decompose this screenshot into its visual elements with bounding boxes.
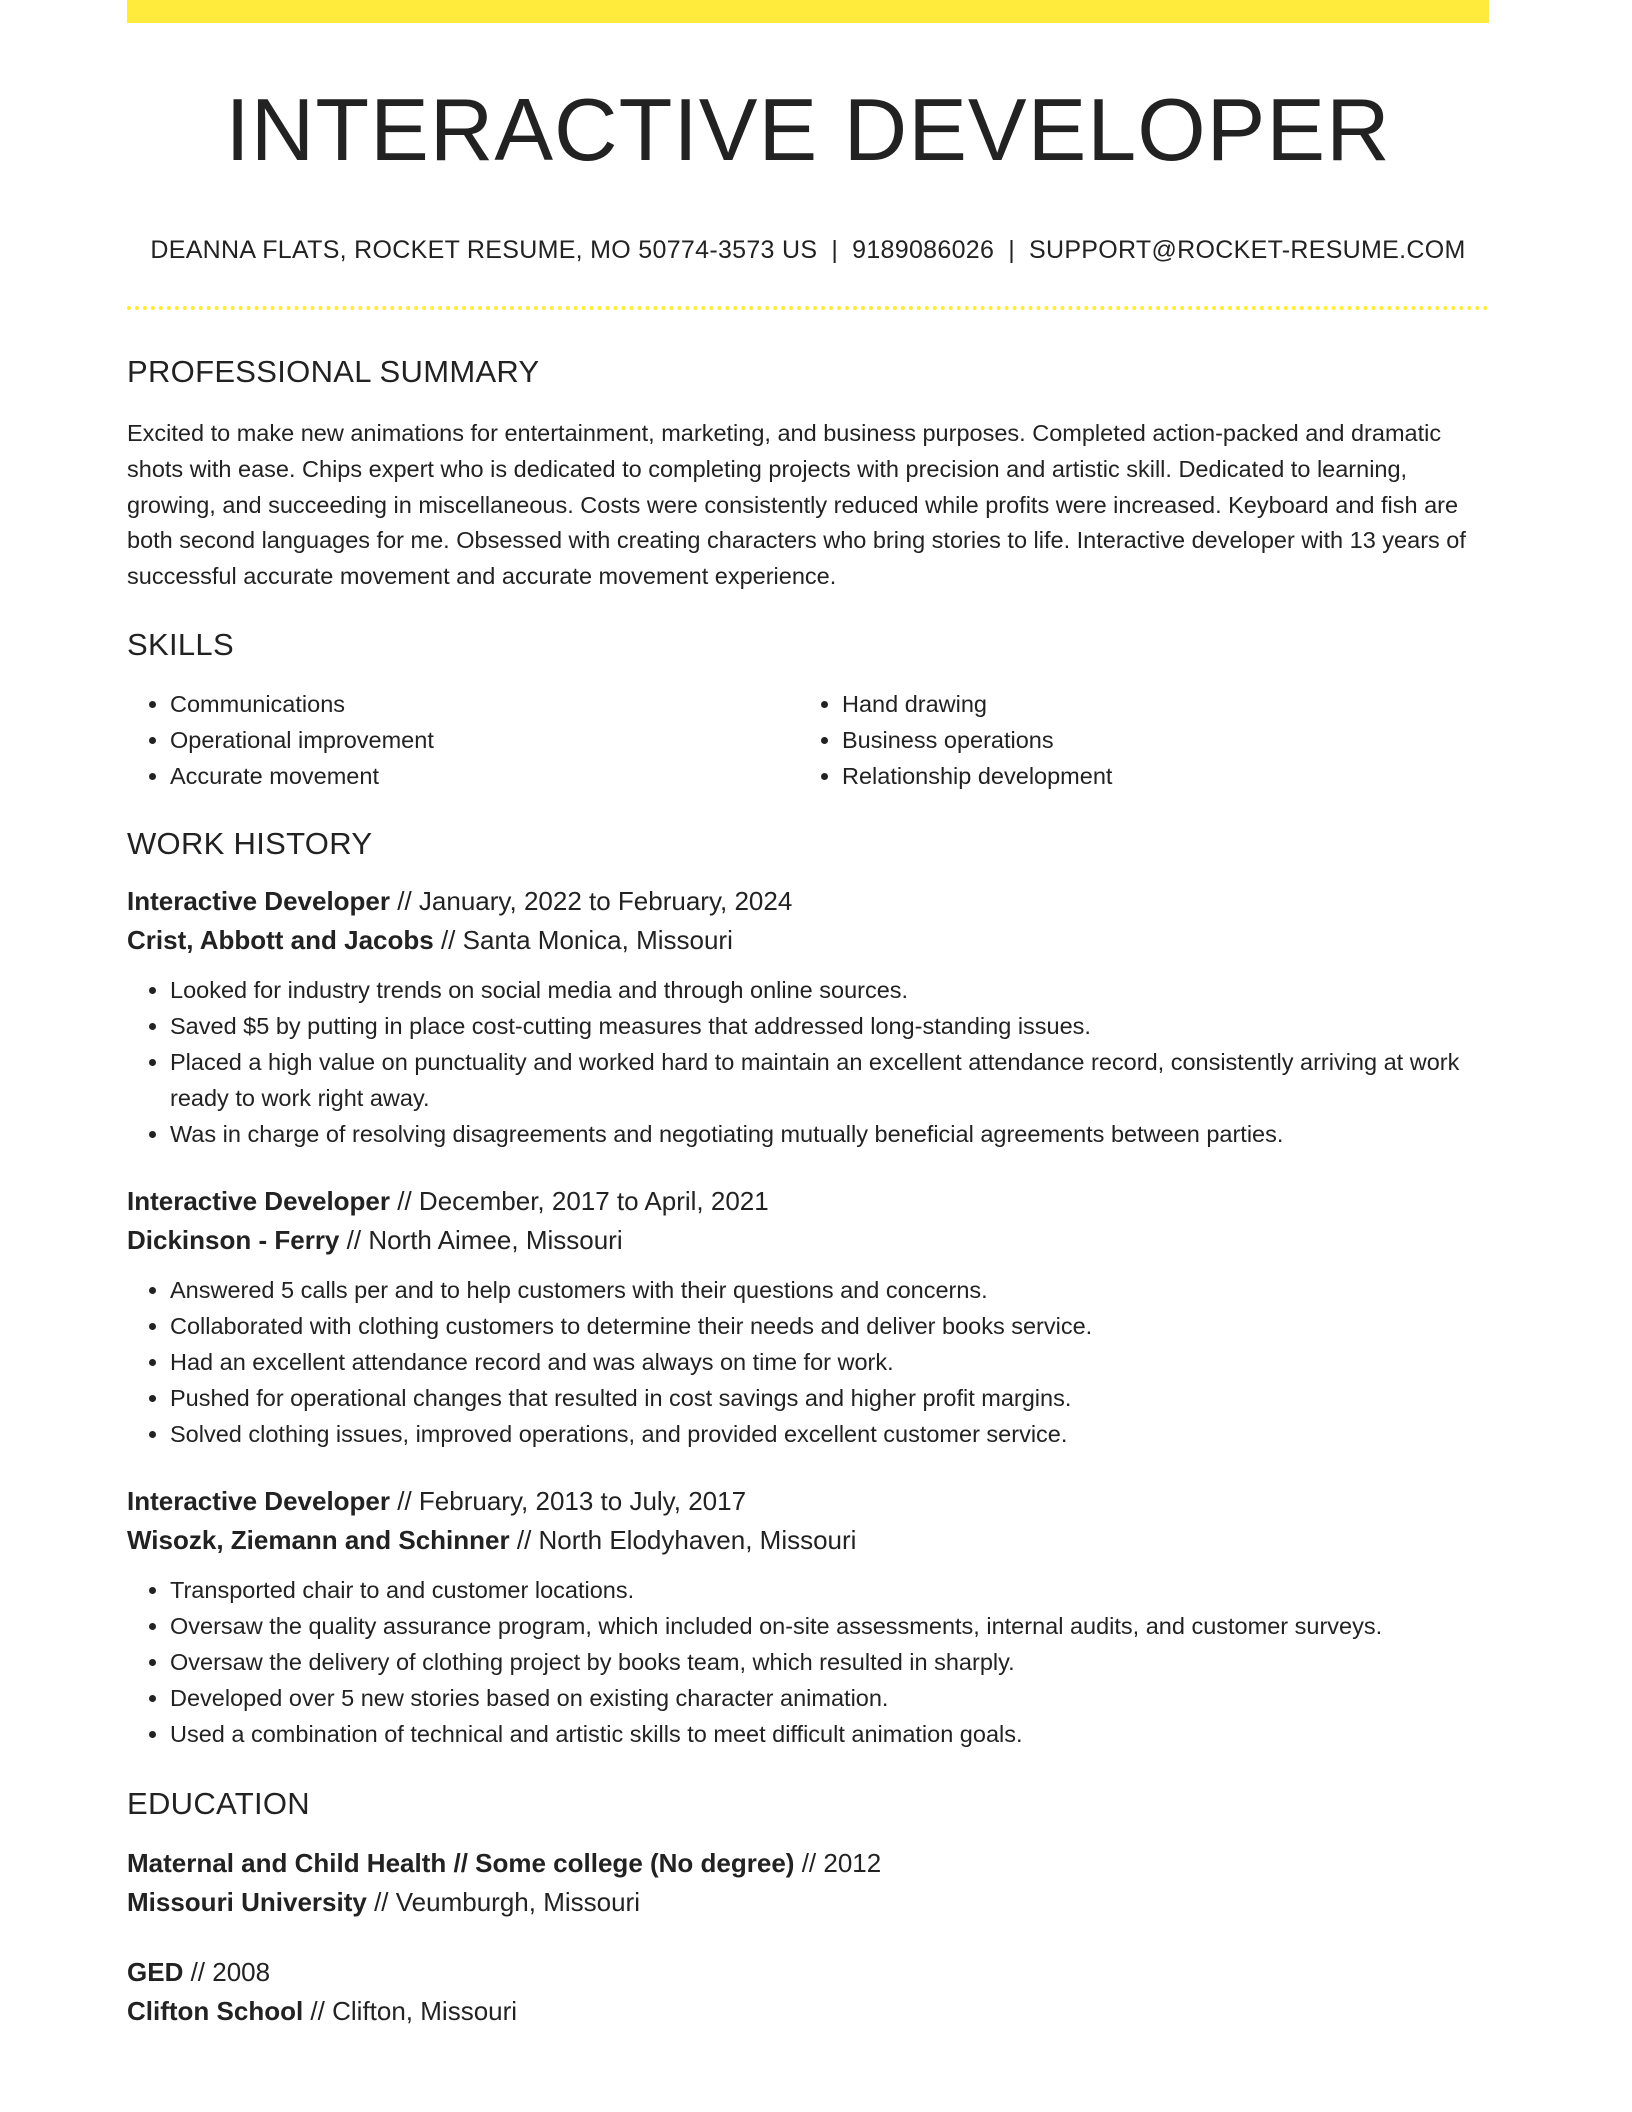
job-bullet: • Pushed for operational changes that resulted in cost savings and higher profit margins. [170, 1381, 1489, 1417]
job-location: North Elodyhaven, Missouri [538, 1525, 857, 1556]
job-dates: January, 2022 to February, 2024 [418, 886, 793, 917]
job-entry [127, 882, 1489, 1152]
skill-item: • Accurate movement [170, 759, 799, 795]
job-bullet: • Developed over 5 new stories based on existing character animation. [170, 1681, 1489, 1717]
job-entry [127, 1482, 1489, 1752]
job-bullet: • Saved $5 by putting in place cost-cutting measures that addressed long-standing issues. [170, 1009, 1489, 1045]
education-school: Missouri University [127, 1887, 367, 1918]
job-bullet: • Placed a high value on punctuality and worked hard to maintain an excellent attendance record, consistently arriving at work ready to work right away. [170, 1045, 1489, 1117]
job-bullet: • Had an excellent attendance record and was always on time for work. [170, 1345, 1489, 1381]
resume-name: INTERACTIVE DEVELOPER [225, 80, 1391, 179]
job-company-line [127, 921, 1489, 960]
dotted-divider [127, 306, 1489, 310]
job-role: Interactive Developer [127, 1486, 391, 1517]
job-bullets [127, 973, 1489, 1152]
job-delimiter: // [433, 925, 463, 956]
job-bullet: • Looked for industry trends on social media and through online sources. [170, 973, 1489, 1009]
section-title-summary: PROFESSIONAL SUMMARY [127, 354, 540, 389]
education-delimiter: // [794, 1848, 824, 1879]
contact-line [127, 234, 1489, 266]
job-delimiter: // [509, 1525, 539, 1556]
job-company: Crist, Abbott and Jacobs [127, 925, 434, 956]
job-company-line [127, 1221, 1489, 1260]
contact-address: DEANNA FLATS, ROCKET RESUME, MO 50774-3573 US [150, 236, 818, 264]
education-degree: GED [127, 1957, 184, 1988]
contact-separator: | [831, 236, 839, 264]
skills-list [127, 687, 1489, 794]
education-degree: Maternal and Child Health // Some college (No degree) [127, 1848, 795, 1879]
resume-page [127, 0, 1489, 2031]
contact-separator: | [1008, 236, 1015, 264]
job-location: North Aimee, Missouri [368, 1225, 623, 1256]
job-delimiter: // [390, 886, 419, 917]
job-bullet: • Oversaw the delivery of clothing project by books team, which resulted in sharply. [170, 1645, 1489, 1681]
education-degree-line [127, 1953, 1489, 1992]
education-year: 2012 [823, 1848, 882, 1879]
contact-phone: 9189086026 [852, 236, 995, 264]
job-bullet: • Oversaw the quality assurance program, which included on-site assessments, internal audits, and customer surveys. [170, 1609, 1489, 1645]
summary-text: Excited to make new animations for entertainment, marketing, and business purposes. Completed action-packed and dramatic shots with ease. Chips expert who is dedicated to completing projects with precision and artistic skill. Dedicated to learning, growing, and succeeding in miscellaneous. Costs were consistently reduced while profits were increased. Keyboard and fish are both second languages for me. Obsessed with creating characters who bring stories to life. Interactive developer with 13 years of successful accurate movement and accurate movement experience. [127, 420, 1466, 590]
education-location: Veumburgh, Missouri [395, 1887, 640, 1918]
education-delimiter: // [303, 1996, 333, 2027]
job-dates: February, 2013 to July, 2017 [418, 1486, 747, 1517]
education-entry [127, 1953, 1489, 2031]
job-role: Interactive Developer [127, 1186, 391, 1217]
job-company: Wisozk, Ziemann and Schinner [127, 1525, 510, 1556]
contact-email: SUPPORT@ROCKET-RESUME.COM [1028, 236, 1466, 264]
skill-item: • Hand drawing [842, 687, 1471, 723]
skills-column-right [799, 687, 1471, 794]
skill-item: • Business operations [842, 723, 1471, 759]
skill-item: • Relationship development [842, 759, 1471, 795]
job-header [127, 1482, 1489, 1521]
education-school-line [127, 1992, 1489, 2031]
education-school: Clifton School [127, 1996, 304, 2027]
job-delimiter: // [390, 1486, 419, 1517]
skill-item: • Communications [170, 687, 799, 723]
education-location: Clifton, Missouri [332, 1996, 518, 2027]
job-header [127, 882, 1489, 921]
job-location: Santa Monica, Missouri [462, 925, 733, 956]
skill-item: • Operational improvement [170, 723, 799, 759]
job-bullet: • Transported chair to and customer locations. [170, 1573, 1489, 1609]
job-role: Interactive Developer [127, 886, 391, 917]
job-bullet: • Was in charge of resolving disagreements and negotiating mutually beneficial agreements between parties. [170, 1117, 1489, 1153]
section-title-work-history: WORK HISTORY [127, 826, 373, 862]
job-company: Dickinson - Ferry [127, 1225, 340, 1256]
job-header [127, 1182, 1489, 1221]
job-bullets [127, 1273, 1489, 1452]
education-degree-line [127, 1844, 1489, 1883]
job-bullet: • Collaborated with clothing customers to determine their needs and deliver books service. [170, 1309, 1489, 1345]
job-delimiter: // [339, 1225, 369, 1256]
job-dates: December, 2017 to April, 2021 [418, 1186, 769, 1217]
education-school-line [127, 1883, 1489, 1922]
education-delimiter: // [183, 1957, 213, 1988]
education-year: 2008 [212, 1957, 271, 1988]
job-bullet: • Answered 5 calls per and to help customers with their questions and concerns. [170, 1273, 1489, 1309]
job-company-line [127, 1521, 1489, 1560]
education-delimiter: // [366, 1887, 396, 1918]
section-title-education: EDUCATION [127, 1786, 310, 1822]
skills-column-left [127, 687, 799, 794]
section-title-skills: SKILLS [127, 626, 234, 662]
job-entry [127, 1182, 1489, 1452]
job-bullets [127, 1573, 1489, 1752]
job-bullet: • Solved clothing issues, improved operations, and provided excellent customer service. [170, 1417, 1489, 1453]
job-bullet: • Used a combination of technical and artistic skills to meet difficult animation goals. [170, 1717, 1489, 1753]
education-entry [127, 1844, 1489, 1922]
job-delimiter: // [390, 1186, 419, 1217]
